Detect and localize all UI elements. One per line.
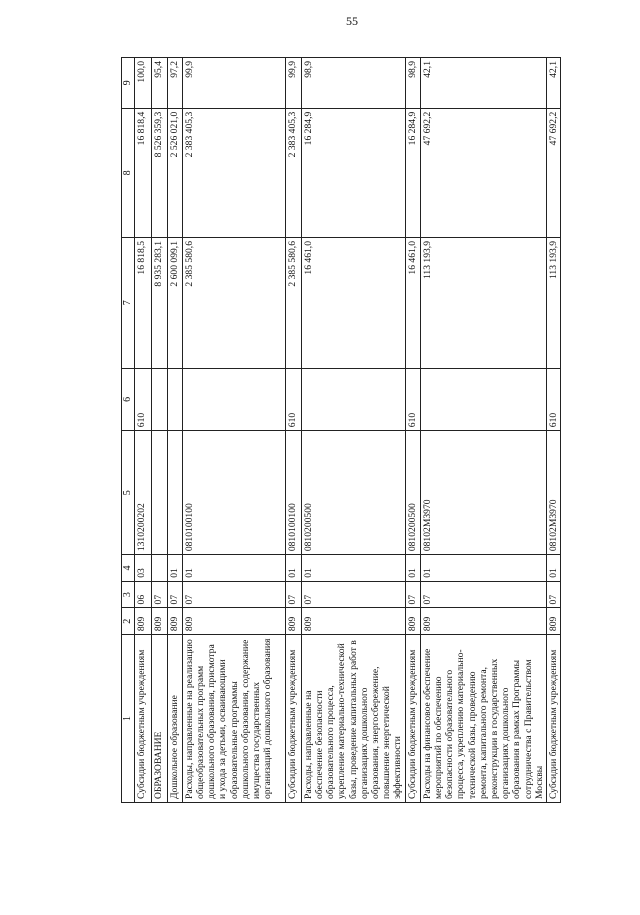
executed-amount-cell: 2 383 405,3 bbox=[285, 108, 301, 237]
target-article-cell: 0810100100 bbox=[182, 431, 285, 555]
percent-cell: 98,9 bbox=[405, 58, 420, 109]
table-row bbox=[420, 58, 546, 803]
percent-cell: 42,1 bbox=[547, 58, 561, 109]
expense-name-cell: Субсидии бюджетным учреждениям bbox=[134, 635, 151, 803]
target-article-cell: 0810200500 bbox=[301, 431, 405, 555]
column-header: 1 bbox=[122, 635, 135, 803]
column-header: 2 bbox=[122, 608, 135, 635]
target-article-cell bbox=[167, 431, 182, 555]
expense-type-cell bbox=[301, 368, 405, 431]
executed-amount-cell: 16 818,4 bbox=[134, 108, 151, 237]
approved-amount-cell: 8 935 283,1 bbox=[151, 238, 167, 369]
expense-type-cell: 610 bbox=[405, 368, 420, 431]
table-row bbox=[167, 58, 182, 803]
subsection-code-cell: 01 bbox=[167, 555, 182, 582]
column-header: 7 bbox=[122, 238, 135, 369]
expense-name-cell: Субсидии бюджетным учреждениям bbox=[285, 635, 301, 803]
column-header: 8 bbox=[122, 108, 135, 237]
expense-type-cell bbox=[167, 368, 182, 431]
expense-type-cell bbox=[182, 368, 285, 431]
approved-amount-cell: 16 818,5 bbox=[134, 238, 151, 369]
percent-cell: 99,9 bbox=[182, 58, 285, 109]
ministry-code-cell: 809 bbox=[151, 608, 167, 635]
expense-name-cell: Расходы, направленные на реализацию общеобразовательных программ дошкольного образования, присмотра и ухода за детьми, осваивающими образовательные программы дошкольного образования, содержание имущества государственных организаций дошкольного образования bbox=[182, 635, 285, 803]
expense-name-cell: Расходы, направленные на обеспечение безопасности образовательного процесса, укрепление материально-технической базы, проведение капитальных работ в организациях дошкольного образования, энергосбережение, повышение энергетической эффективности bbox=[301, 635, 405, 803]
rotated-table-wrapper bbox=[121, 57, 560, 803]
target-article-cell: 0810200500 bbox=[405, 431, 420, 555]
target-article-cell: 0810100100 bbox=[285, 431, 301, 555]
ministry-code-cell: 809 bbox=[420, 608, 546, 635]
target-article-cell bbox=[151, 431, 167, 555]
executed-amount-cell: 16 284,9 bbox=[301, 108, 405, 237]
section-code-cell: 07 bbox=[167, 581, 182, 608]
subsection-code-cell: 01 bbox=[285, 555, 301, 582]
budget-table bbox=[121, 57, 561, 803]
expense-name-cell: Субсидии бюджетным учреждениям bbox=[547, 635, 561, 803]
page-number: 55 bbox=[346, 14, 358, 28]
target-article-cell: 08102М3970 bbox=[547, 431, 561, 555]
ministry-code-cell: 809 bbox=[167, 608, 182, 635]
expense-name-cell: Субсидии бюджетным учреждениям bbox=[405, 635, 420, 803]
expense-type-cell: 610 bbox=[134, 368, 151, 431]
section-code-cell: 07 bbox=[547, 581, 561, 608]
subsection-code-cell bbox=[151, 555, 167, 582]
table-row bbox=[301, 58, 405, 803]
approved-amount-cell: 2 385 580,6 bbox=[182, 238, 285, 369]
column-header: 3 bbox=[122, 581, 135, 608]
column-header: 6 bbox=[122, 368, 135, 431]
expense-name-cell: ОБРАЗОВАНИЕ bbox=[151, 635, 167, 803]
ministry-code-cell: 809 bbox=[301, 608, 405, 635]
subsection-code-cell: 01 bbox=[420, 555, 546, 582]
executed-amount-cell: 2 526 021,0 bbox=[167, 108, 182, 237]
target-article-cell: 08102М3970 bbox=[420, 431, 546, 555]
section-code-cell: 07 bbox=[285, 581, 301, 608]
expense-type-cell: 610 bbox=[285, 368, 301, 431]
approved-amount-cell: 16 461,0 bbox=[405, 238, 420, 369]
approved-amount-cell: 2 600 099,1 bbox=[167, 238, 182, 369]
table-row bbox=[547, 58, 561, 803]
percent-cell: 97,2 bbox=[167, 58, 182, 109]
percent-cell: 95,4 bbox=[151, 58, 167, 109]
ministry-code-cell: 809 bbox=[134, 608, 151, 635]
executed-amount-cell: 47 692,2 bbox=[547, 108, 561, 237]
section-code-cell: 07 bbox=[151, 581, 167, 608]
expense-name-cell: Дошкольное образование bbox=[167, 635, 182, 803]
table-row bbox=[182, 58, 285, 803]
section-code-cell: 07 bbox=[182, 581, 285, 608]
executed-amount-cell: 8 526 359,3 bbox=[151, 108, 167, 237]
percent-cell: 42,1 bbox=[420, 58, 546, 109]
expense-name-cell: Расходы на финансовое обеспечение мероприятий по обеспечению безопасности образовательного процесса, укреплению материально-технической базы, проведению ремонта, капитального ремонта, реконструкции в государственных организациях дошкольного образования в рамках Программы сотрудничества с Правительством Москвы bbox=[420, 635, 546, 803]
table-row bbox=[134, 58, 151, 803]
expense-type-cell bbox=[151, 368, 167, 431]
ministry-code-cell: 809 bbox=[405, 608, 420, 635]
section-code-cell: 07 bbox=[420, 581, 546, 608]
section-code-cell: 06 bbox=[134, 581, 151, 608]
target-article-cell: 1310200202 bbox=[134, 431, 151, 555]
subsection-code-cell: 01 bbox=[301, 555, 405, 582]
approved-amount-cell: 113 193,9 bbox=[420, 238, 546, 369]
column-header: 5 bbox=[122, 431, 135, 555]
ministry-code-cell: 809 bbox=[182, 608, 285, 635]
table-row bbox=[285, 58, 301, 803]
table-row bbox=[405, 58, 420, 803]
executed-amount-cell: 47 692,2 bbox=[420, 108, 546, 237]
expense-type-cell bbox=[420, 368, 546, 431]
subsection-code-cell: 03 bbox=[134, 555, 151, 582]
subsection-code-cell: 01 bbox=[405, 555, 420, 582]
approved-amount-cell: 113 193,9 bbox=[547, 238, 561, 369]
column-header: 4 bbox=[122, 555, 135, 582]
column-header: 9 bbox=[122, 58, 135, 109]
section-code-cell: 07 bbox=[301, 581, 405, 608]
section-code-cell: 07 bbox=[405, 581, 420, 608]
subsection-code-cell: 01 bbox=[547, 555, 561, 582]
executed-amount-cell: 2 383 405,3 bbox=[182, 108, 285, 237]
percent-cell: 98,9 bbox=[301, 58, 405, 109]
expense-type-cell: 610 bbox=[547, 368, 561, 431]
table-row bbox=[151, 58, 167, 803]
ministry-code-cell: 809 bbox=[547, 608, 561, 635]
subsection-code-cell: 01 bbox=[182, 555, 285, 582]
approved-amount-cell: 2 385 580,6 bbox=[285, 238, 301, 369]
executed-amount-cell: 16 284,9 bbox=[405, 108, 420, 237]
approved-amount-cell: 16 461,0 bbox=[301, 238, 405, 369]
ministry-code-cell: 809 bbox=[285, 608, 301, 635]
percent-cell: 100,0 bbox=[134, 58, 151, 109]
table-header-row bbox=[122, 58, 135, 803]
percent-cell: 99,9 bbox=[285, 58, 301, 109]
